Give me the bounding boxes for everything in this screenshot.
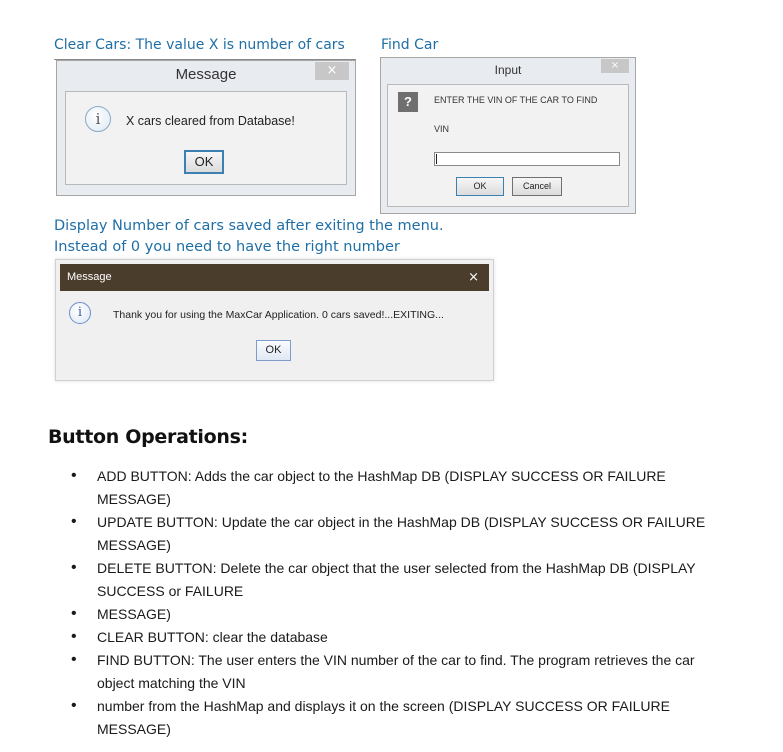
info-icon: i <box>69 302 91 324</box>
dialog-title: Message <box>175 66 237 83</box>
question-icon: ? <box>398 92 418 112</box>
cancel-button[interactable]: Cancel <box>512 177 562 196</box>
list-item: • number from the HashMap and displays it on the screen (DISPLAY SUCCESS OR FAILURE MESSAGE) <box>97 695 717 740</box>
vin-label: VIN <box>434 124 450 134</box>
display-count-caption: Display Number of cars saved after exiting the menu. <box>54 218 444 234</box>
close-icon[interactable]: × <box>468 270 479 285</box>
ok-button[interactable]: OK <box>256 340 291 361</box>
close-icon[interactable]: × <box>601 59 629 73</box>
find-car-caption: Find Car <box>381 37 439 53</box>
dialog-prompt: ENTER THE VIN OF THE CAR TO FIND <box>434 95 598 105</box>
list-item: • ADD BUTTON: Adds the car object to the HashMap DB (DISPLAY SUCCESS OR FAILURE MESSAGE) <box>97 465 717 510</box>
dialog-body <box>65 91 347 185</box>
vin-input[interactable] <box>434 152 620 166</box>
exit-message-dialog <box>55 259 494 381</box>
list-item: • FIND BUTTON: The user enters the VIN number of the car to find. The program retrieves the car object matching the VIN <box>97 649 717 694</box>
ok-button[interactable]: OK <box>456 177 504 196</box>
dialog-message: X cars cleared from Database! <box>126 114 295 128</box>
dialog-title: Message <box>67 271 112 283</box>
list-item: • UPDATE BUTTON: Update the car object in the HashMap DB (DISPLAY SUCCESS OR FAILURE MESSAGE) <box>97 511 717 556</box>
find-car-dialog <box>380 57 636 214</box>
list-item: • CLEAR BUTTON: clear the database <box>97 626 717 649</box>
dialog-title: Input <box>494 63 522 77</box>
clear-cars-caption: Clear Cars: The value X is number of cars <box>54 37 345 53</box>
dialog-body <box>60 291 489 376</box>
list-item: • MESSAGE) <box>97 603 717 626</box>
dialog-body <box>387 84 629 207</box>
clear-cars-dialog <box>56 60 356 196</box>
dialog-title-bar <box>60 264 489 291</box>
text-caret <box>436 154 437 164</box>
display-count-note: Instead of 0 you need to have the right number <box>54 239 400 255</box>
dialog-message: Thank you for using the MaxCar Application. 0 cars saved!...EXITING... <box>113 309 444 321</box>
section-heading: Button Operations: <box>48 426 248 448</box>
ok-button[interactable]: OK <box>184 150 224 174</box>
info-icon: i <box>85 106 111 132</box>
list-item: • DELETE BUTTON: Delete the car object that the user selected from the HashMap DB (DISPLAY SUCCESS or FAILURE <box>97 557 717 602</box>
close-icon[interactable]: × <box>315 62 349 80</box>
